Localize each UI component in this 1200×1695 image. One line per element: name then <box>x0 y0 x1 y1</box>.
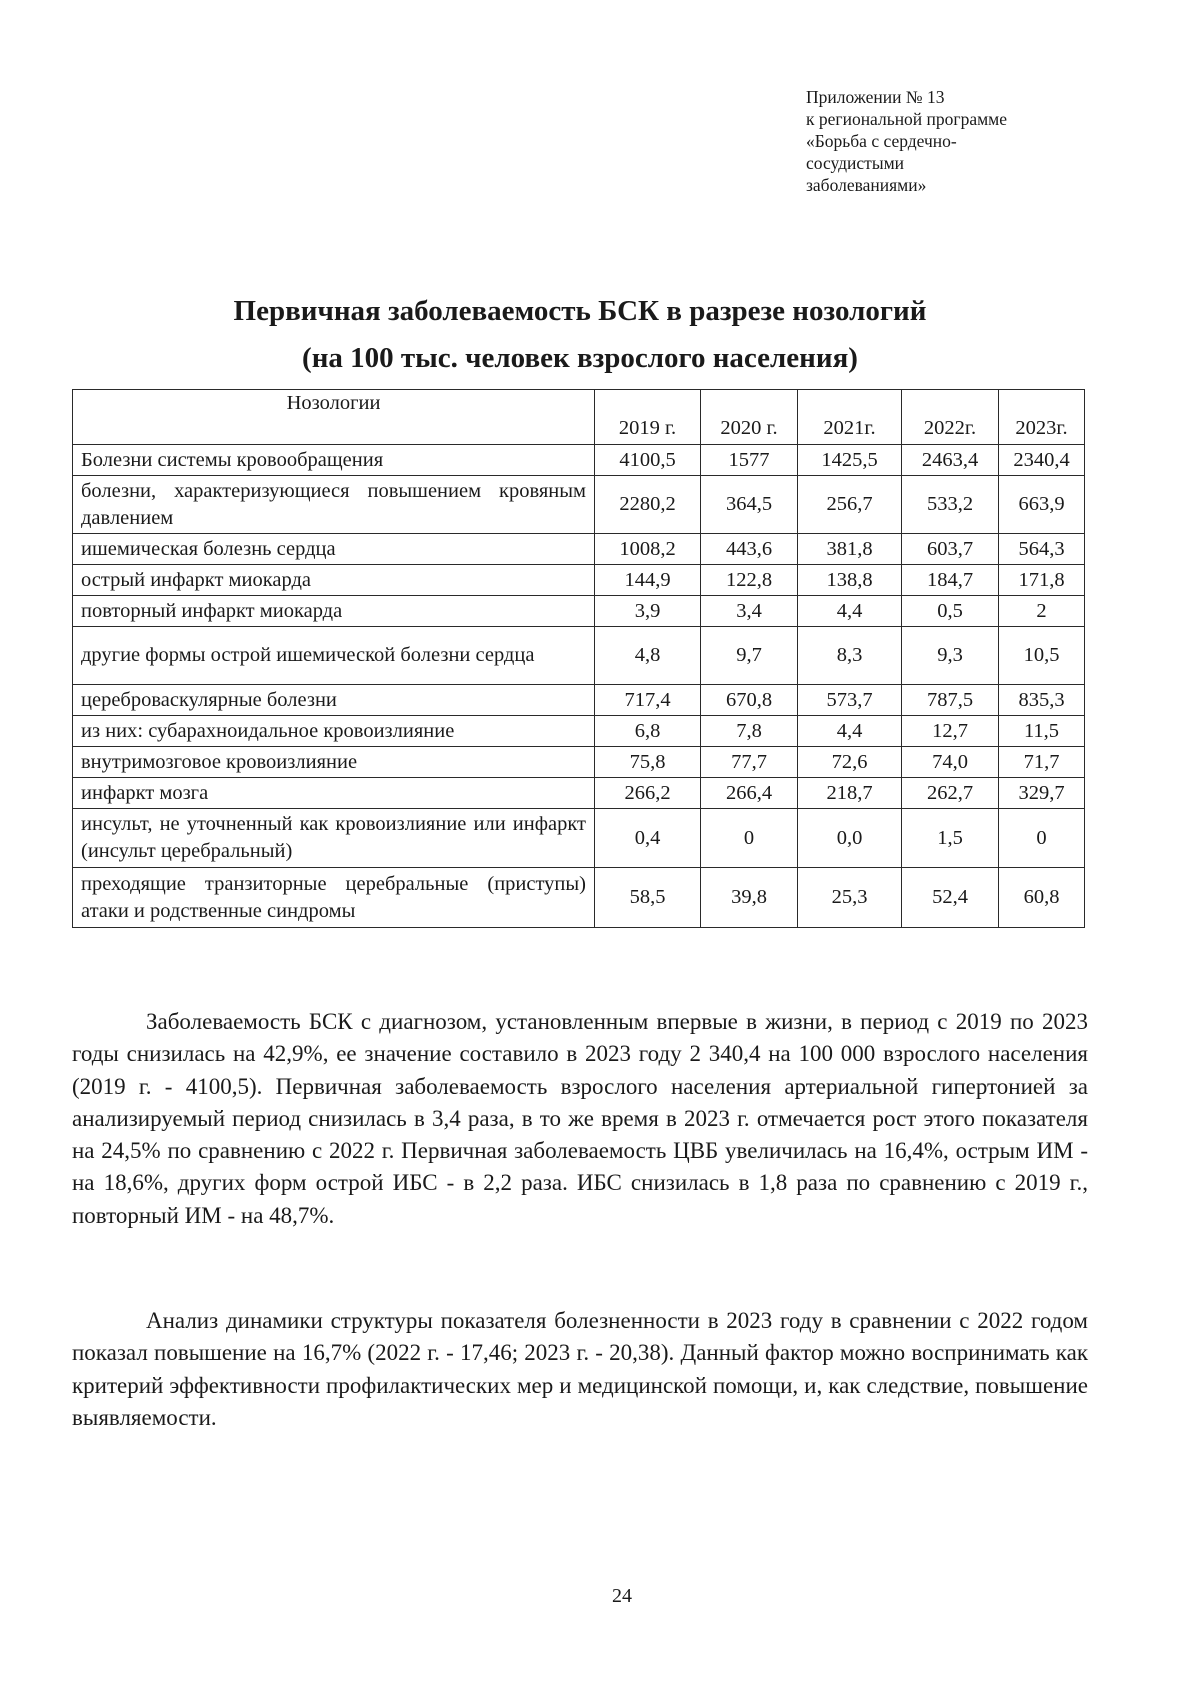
table-cell-value: 564,3 <box>999 534 1085 565</box>
nosology-name: Болезни системы кровообращения <box>73 445 595 476</box>
table-cell-value: 9,7 <box>701 627 798 685</box>
header-year: 2020 г. <box>701 390 798 445</box>
nosology-name: преходящие транзиторные церебральные (приступы) атаки и родственные синдромы <box>73 868 595 928</box>
table-cell-value: 381,8 <box>798 534 902 565</box>
incidence-table <box>72 389 1085 928</box>
table-row <box>73 747 1085 778</box>
table-cell-value: 266,2 <box>595 778 701 809</box>
nosology-name: другие формы острой ишемической болезни сердца <box>73 627 595 685</box>
table-cell-value: 39,8 <box>701 868 798 928</box>
table-cell-value: 58,5 <box>595 868 701 928</box>
paragraph <box>72 1305 1088 1434</box>
appendix-line: к региональной программе <box>806 109 1008 129</box>
table-cell-value: 533,2 <box>902 476 999 534</box>
table-row <box>73 476 1085 534</box>
table-header-row <box>73 390 1085 445</box>
table-cell-value: 9,3 <box>902 627 999 685</box>
table-row <box>73 778 1085 809</box>
table-cell-value: 0 <box>999 809 1085 868</box>
table-row <box>73 868 1085 928</box>
nosology-name: повторный инфаркт миокарда <box>73 596 595 627</box>
nosology-name: внутримозговое кровоизлияние <box>73 747 595 778</box>
table-row <box>73 716 1085 747</box>
paragraph-text: Анализ динамики структуры показателя болезненности в 2023 году в сравнении с 2022 годом показал повышение на 16,7% (2022 г. - 17,46; 2023 г. - 20,38). Данный фактор можно воспринимать как критерий эффективности профилактических мер и медицинской помощи, и, как следствие, повышение выявляемости. <box>72 1308 1088 1430</box>
table-cell-value: 4,4 <box>798 596 902 627</box>
table-cell-value: 4,8 <box>595 627 701 685</box>
table-cell-value: 0,5 <box>902 596 999 627</box>
table-row <box>73 627 1085 685</box>
table-cell-value: 1577 <box>701 445 798 476</box>
table-cell-value: 573,7 <box>798 685 902 716</box>
table-cell-value: 60,8 <box>999 868 1085 928</box>
table-cell-value: 1008,2 <box>595 534 701 565</box>
table-cell-value: 443,6 <box>701 534 798 565</box>
table-cell-value: 3,4 <box>701 596 798 627</box>
table-cell-value: 218,7 <box>798 778 902 809</box>
nosology-name: острый инфаркт миокарда <box>73 565 595 596</box>
table-cell-value: 3,9 <box>595 596 701 627</box>
table-cell-value: 4100,5 <box>595 445 701 476</box>
table-cell-value: 2463,4 <box>902 445 999 476</box>
table-cell-value: 138,8 <box>798 565 902 596</box>
table-row <box>73 565 1085 596</box>
document-title: Первичная заболеваемость БСК в разрезе нозологий <box>233 295 927 327</box>
table-cell-value: 122,8 <box>701 565 798 596</box>
table-cell-value: 663,9 <box>999 476 1085 534</box>
table-row <box>73 445 1085 476</box>
table-cell-value: 2 <box>999 596 1085 627</box>
table-cell-value: 184,7 <box>902 565 999 596</box>
table-cell-value: 787,5 <box>902 685 999 716</box>
table-cell-value: 717,4 <box>595 685 701 716</box>
table-cell-value: 10,5 <box>999 627 1085 685</box>
nosology-name: инфаркт мозга <box>73 778 595 809</box>
table-cell-value: 25,3 <box>798 868 902 928</box>
appendix-line: заболеваниями» <box>806 175 927 195</box>
table-cell-value: 2340,4 <box>999 445 1085 476</box>
appendix-note <box>806 86 1136 196</box>
table-cell-value: 364,5 <box>701 476 798 534</box>
nosology-name: инсульт, не уточненный как кровоизлияние или инфаркт (инсульт церебральный) <box>73 809 595 868</box>
nosology-name: из них: субарахноидальное кровоизлияние <box>73 716 595 747</box>
table-cell-value: 670,8 <box>701 685 798 716</box>
header-year: 2021г. <box>798 390 902 445</box>
header-year: 2019 г. <box>595 390 701 445</box>
table-cell-value: 0,0 <box>798 809 902 868</box>
paragraph-text: Заболеваемость БСК с диагнозом, установленным впервые в жизни, в период с 2019 по 2023 годы снизилась на 42,9%, ее значение составило в 2023 году 2 340,4 на 100 000 взрослого населения (2019 г. - 4100,5). Первичная заболеваемость взрослого населения артериальной гипертонией за анализируемый период снизилась в 3,4 раза, в то же время в 2023 г. отмечается рост этого показателя на 24,5% по сравнению с 2022 г. Первичная заболеваемость ЦВБ увеличилась на 16,4%, острым ИМ - на 18,6%, других форм острой ИБС - в 2,2 раза. ИБС снизилась в 1,8 раза по сравнению с 2019 г., повторный ИМ - на 48,7%. <box>72 1009 1088 1228</box>
table-cell-value: 72,6 <box>798 747 902 778</box>
table-row <box>73 685 1085 716</box>
table-cell-value: 266,4 <box>701 778 798 809</box>
appendix-line: Приложении № 13 <box>806 87 945 107</box>
table-cell-value: 0,4 <box>595 809 701 868</box>
table-cell-value: 2280,2 <box>595 476 701 534</box>
table-cell-value: 77,7 <box>701 747 798 778</box>
appendix-line: «Борьба с сердечно- <box>806 131 957 151</box>
table-cell-value: 603,7 <box>902 534 999 565</box>
table-cell-value: 262,7 <box>902 778 999 809</box>
table-cell-value: 11,5 <box>999 716 1085 747</box>
table-cell-value: 144,9 <box>595 565 701 596</box>
nosology-name: ишемическая болезнь сердца <box>73 534 595 565</box>
table-cell-value: 1425,5 <box>798 445 902 476</box>
table-cell-value: 71,7 <box>999 747 1085 778</box>
table-cell-value: 329,7 <box>999 778 1085 809</box>
paragraph <box>72 1006 1088 1232</box>
table-cell-value: 1,5 <box>902 809 999 868</box>
table-cell-value: 8,3 <box>798 627 902 685</box>
table-cell-value: 171,8 <box>999 565 1085 596</box>
table-row <box>73 809 1085 868</box>
table-cell-value: 52,4 <box>902 868 999 928</box>
table-row <box>73 596 1085 627</box>
table-cell-value: 256,7 <box>798 476 902 534</box>
table-cell-value: 7,8 <box>701 716 798 747</box>
document-subtitle: (на 100 тыс. человек взрослого населения) <box>302 342 858 374</box>
table-cell-value: 4,4 <box>798 716 902 747</box>
table-row <box>73 534 1085 565</box>
nosology-name: цереброваскулярные болезни <box>73 685 595 716</box>
table-cell-value: 0 <box>701 809 798 868</box>
table-cell-value: 12,7 <box>902 716 999 747</box>
page-number: 24 <box>612 1585 632 1607</box>
header-year: 2023г. <box>999 390 1085 445</box>
nosology-name: болезни, характеризующиеся повышением кровяным давлением <box>73 476 595 534</box>
table-cell-value: 835,3 <box>999 685 1085 716</box>
appendix-line: сосудистыми <box>806 153 905 173</box>
table-cell-value: 74,0 <box>902 747 999 778</box>
header-nosology: Нозологии <box>73 390 595 445</box>
table-cell-value: 75,8 <box>595 747 701 778</box>
header-year: 2022г. <box>902 390 999 445</box>
table-cell-value: 6,8 <box>595 716 701 747</box>
